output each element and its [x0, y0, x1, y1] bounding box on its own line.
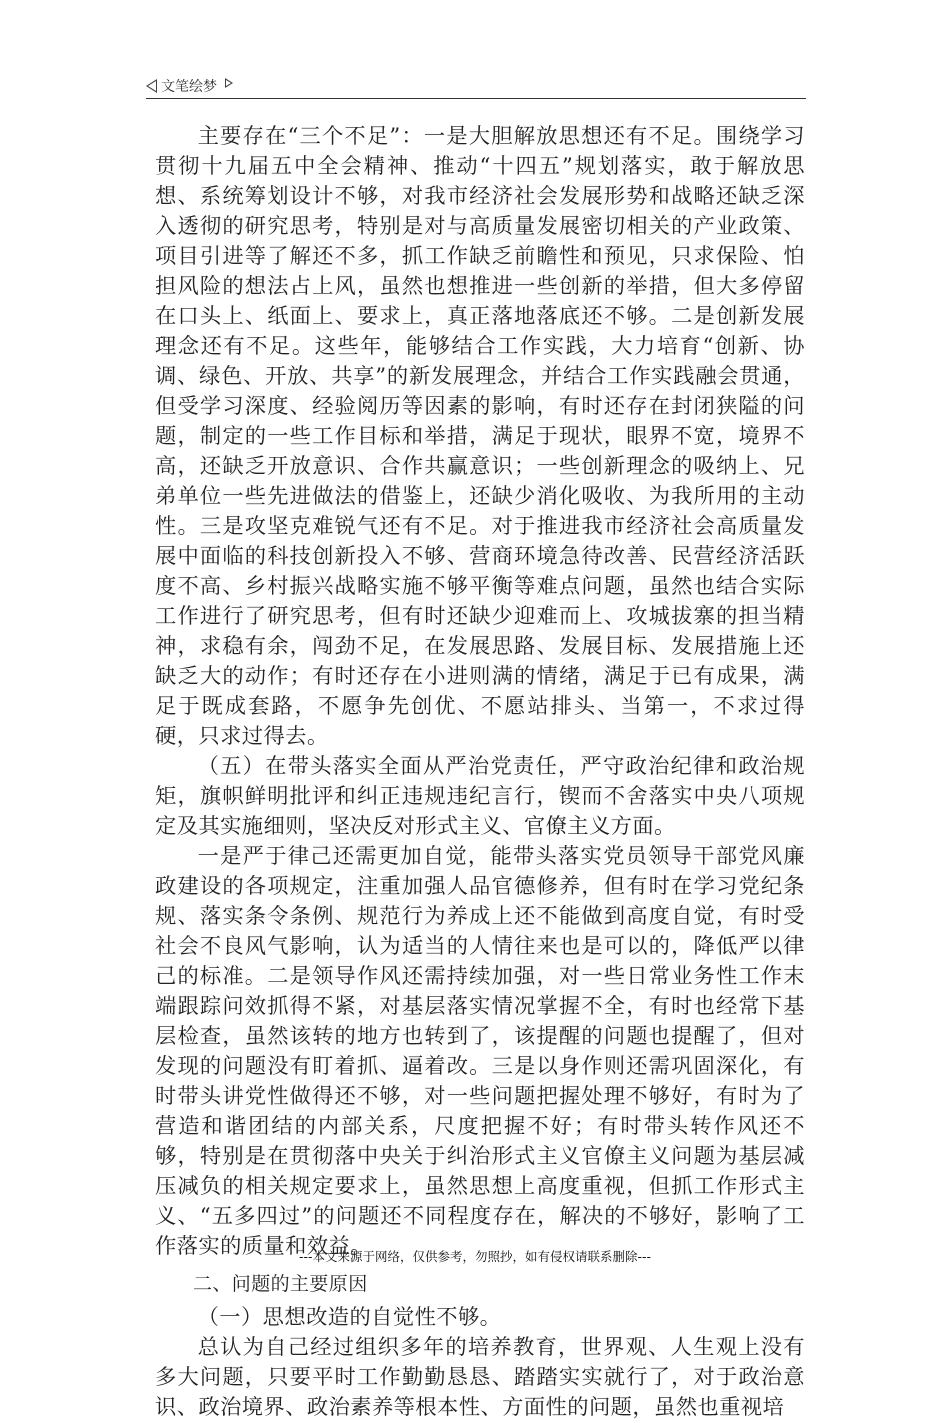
paragraph-self-discipline: 一是严于律己还需更加自觉，能带头落实党员领导干部党风廉政建设的各项规定，注重加强人品官德修养，但有时在学习党纪条规、落实条令条例、规范行为养成上还不能做到高度自觉，有时受社会不良风气影响，认为适当的人情往来也是可以的，降低严以律己的标准。二是领导作风还需持续加强，对一些日常业务性工作末端跟踪问效抓得不紧，对基层落实情况掌握不全，有时也经常下基层检查，虽然该转的地方也转到了，该提醒的问题也提醒了，但对发现的问题没有盯着抓、逼着改。三是以身作则还需巩固深化，有时带头讲党性做得还不够，对一些问题把握处理不够好，有时为了营造和谐团结的内部关系，尺度把握不好；有时带头转作风还不够，特别是在贯彻落中央关于纠治形式主义官僚主义问题为基层减压减负的相关规定要求上，虽然思想上高度重视，但抓工作形式主义、“五多四过”的问题还不同程度存在，解决的不够好，影响了工作落实的质量和效益。	[155, 844, 805, 1259]
triangle-right-icon	[225, 78, 233, 88]
paragraph-section-five: （五）在带头落实全面从严治党责任，严守政治纪律和政治规矩，旗帜鲜明批评和纠正违规违纪言行，锲而不舍落实中央八项规定及其实施细则，坚决反对形式主义、官僚主义方面。	[155, 754, 805, 839]
paragraph-thought-reform: 总认为自己经过组织多年的培养教育，世界观、人生观上没有多大问题，只要平时工作勤勤恳恳、踏踏实实就行了，对于政治意识、政治境界、政治素养等根本性、方面性的问题，虽然也重视培	[155, 1335, 805, 1420]
page-footer: ---本文来源于网络，仅供参考，勿照抄，如有侵权请联系删除---	[298, 1249, 652, 1264]
triangle-left-icon	[146, 79, 157, 93]
paragraph-three-shortcomings: 主要存在“三个不足”：一是大胆解放思想还有不足。围绕学习贯彻十九届五中全会精神、推动“十四五”规划落实，敢于解放思想、系统筹划设计不够，对我市经济社会发展形势和战略还缺乏深入透彻的研究思考，特别是对与高质量发展密切相关的产业政策、项目引进等了解还不多，抓工作缺乏前瞻性和预见，只求保险、怕担风险的想法占上风，虽然也想推进一些创新的举措，但大多停留在口头上、纸面上、要求上，真正落地落底还不够。二是创新发展理念还有不足。这些年，能够结合工作实践，大力培育“创新、协调、绿色、开放、共享”的新发展理念，并结合工作实践融会贯通，但受学习深度、经验阅历等因素的影响，有时还存在封闭狭隘的问题，制定的一些工作目标和举措，满足于现状，眼界不宽，境界不高，还缺乏开放意识、合作共赢意识；一些创新理念的吸纳上、兄弟单位一些先进做法的借鉴上，还缺少消化吸收、为我所用的主动性。三是攻坚克难锐气还有不足。对于推进我市经济社会高质量发展中面临的科技创新投入不够、营商环境急待改善、民营经济活跃度不高、乡村振兴战略实施不够平衡等难点问题，虽然也结合实际工作进行了研究思考，但有时还缺少迎难而上、攻城拔寨的担当精神，求稳有余，闯劲不足，在发展思路、发展目标、发展措施上还缺乏大的动作；有时还存在小进则满的情绪，满足于已有成果，满足于既成套路，不愿争先创优、不愿站排头、当第一，不求过得硬，只求过得去。	[155, 124, 805, 749]
paragraph-subheading: （一）思想改造的自觉性不够。	[197, 1305, 502, 1330]
header-title: 文笔绘梦	[161, 79, 217, 95]
section-heading: 二、问题的主要原因	[193, 1273, 368, 1295]
document-body	[155, 122, 805, 1423]
page-header	[146, 74, 806, 99]
